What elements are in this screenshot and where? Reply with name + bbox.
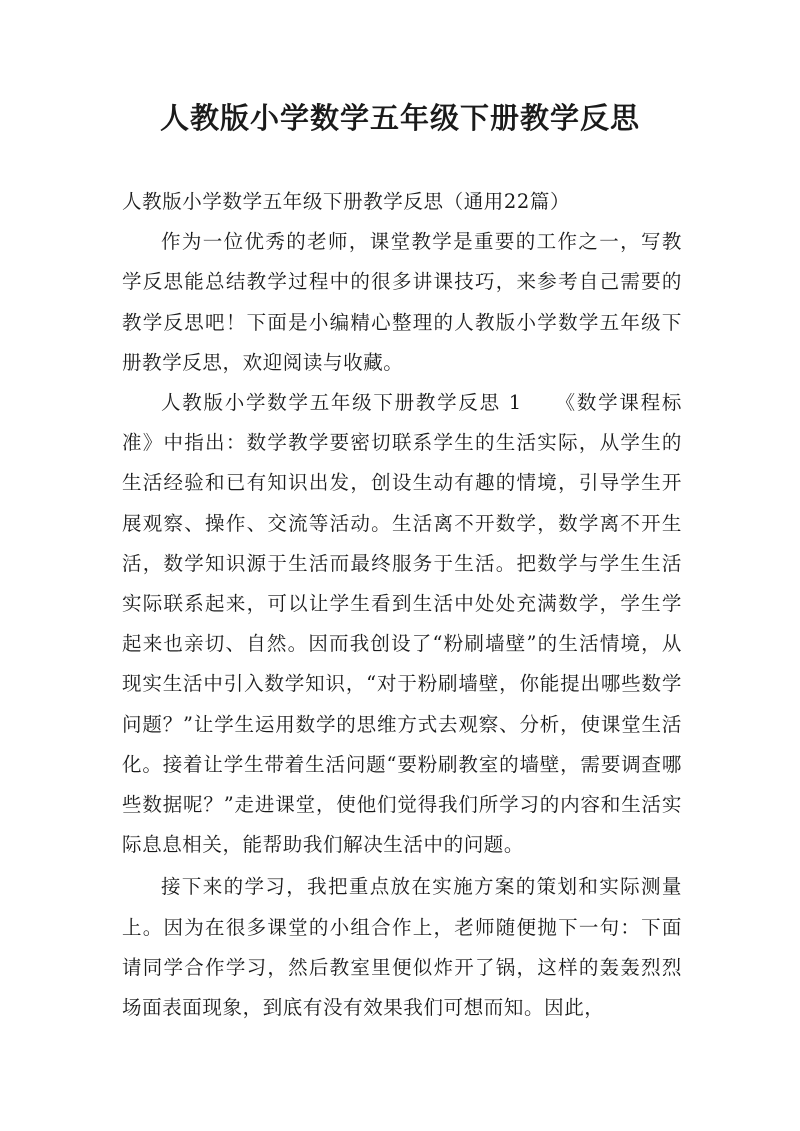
reflection-1-continued-paragraph: 接下来的学习，我把重点放在实施方案的策划和实际测量上。因为在很多课堂的小组合作上，老师随便抛下一句：下面请同学合作学习，然后教室里便似炸开了锅，这样的轰轰烈烈场面表面现象，到底有没有效果我们可想而知。因此，	[122, 875, 682, 1020]
document-title: 人教版小学数学五年级下册教学反思	[159, 101, 640, 135]
document-body	[122, 182, 682, 1028]
document-subtitle: 人教版小学数学五年级下册教学反思（通用22篇）	[122, 190, 571, 213]
reflection-1-paragraph: 人教版小学数学五年级下册教学反思 1 《数学课程标准》中指出：数学教学要密切联系学生的生活实际，从学生的生活经验和已有知识出发，创设生动有趣的情境，引导学生开展观察、操作、交流等活动。生活离不开数学，数学离不开生活，数学知识源于生活而最终服务于生活。把数学与学生生活实际联系起来，可以让学生看到生活中处处充满数学，学生学起来也亲切、自然。因而我创设了“粉刷墙壁”的生活情境，从现实生活中引入数学知识，“对于粉刷墙壁，你能提出哪些数学问题？”让学生运用数学的思维方式去观察、分析，使课堂生活化。接着让学生带着生活问题“要粉刷教室的墙壁，需要调查哪些数据呢？”走进课堂，使他们觉得我们所学习的内容和生活实际息息相关，能帮助我们解决生活中的问题。	[122, 391, 682, 857]
intro-paragraph: 作为一位优秀的老师，课堂教学是重要的工作之一，写教学反思能总结教学过程中的很多讲课技巧，来参考自己需要的教学反思吧！下面是小编精心整理的人教版小学数学五年级下册教学反思，欢迎阅读与收藏。	[122, 230, 682, 374]
